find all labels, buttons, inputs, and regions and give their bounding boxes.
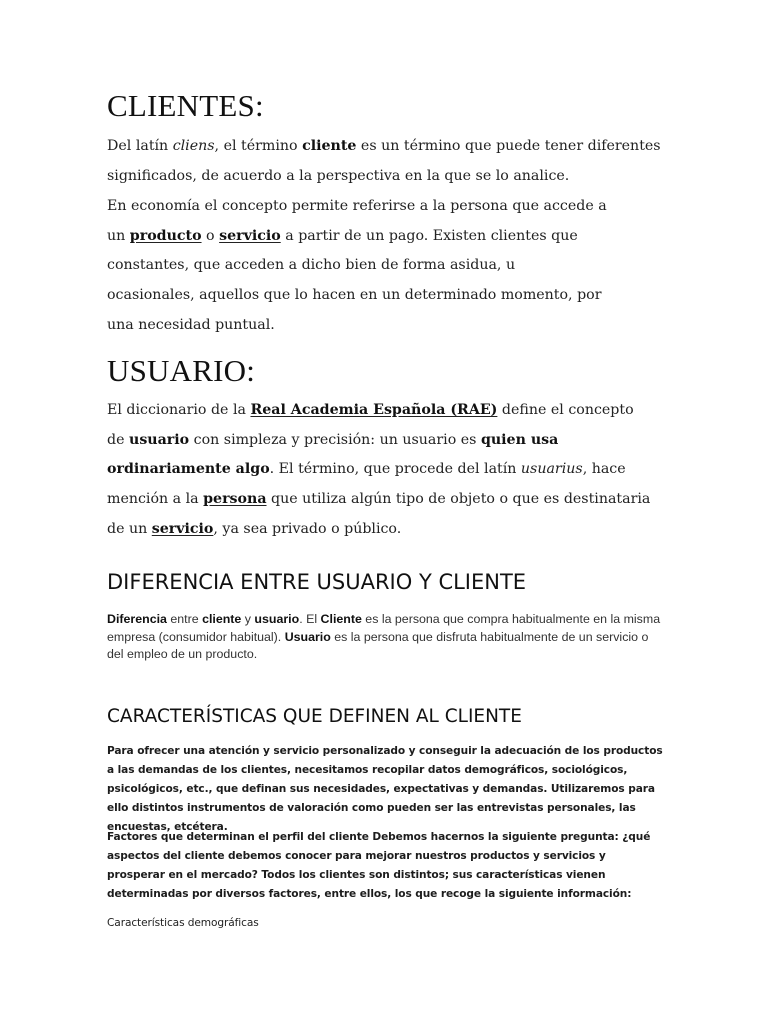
link-producto[interactable]: producto: [129, 227, 202, 244]
usuario-paragraph: El diccionario de la Real Academia Española (RAE) define el concepto de usuario con simpleza y precisión: un usuario es quien usa ordinariamente algo. El término, que procede del latín usuarius, hace mención a la persona que utiliza algún tipo de objeto o que es destinataria de un servicio, ya sea privado o público.: [107, 402, 651, 537]
link-servicio[interactable]: servicio: [219, 227, 281, 244]
link-persona[interactable]: persona: [203, 491, 267, 508]
term-usuario: usuario: [129, 431, 190, 448]
term-cliente: cliente: [302, 138, 357, 154]
diferencia-paragraph: Diferencia entre cliente y usuario. El Cliente es la persona que compra habitualmente en la misma empresa (consumidor habitual). Usuario es la persona que disfruta habitualmente de un servicio o del empleo de un producto.: [107, 612, 661, 661]
diferencia-heading: DIFERENCIA ENTRE USUARIO Y CLIENTE: [107, 570, 527, 594]
clientes-heading: CLIENTES:: [107, 88, 264, 123]
term-usuarius: usuarius: [520, 461, 583, 478]
link-rae[interactable]: Real Academia Española (RAE): [250, 402, 498, 418]
clientes-paragraph-1: Del latín cliens, el término cliente es un término que puede tener diferentes significados, de acuerdo a la perspectiva en la que se lo analice.: [107, 138, 661, 184]
caracteristicas-paragraph-1: Para ofrecer una atención y servicio personalizado y conseguir la adecuación de los productos a las demandas de los clientes, necesitamos recopilar datos demográficos, sociológicos, psicológicos, etc., que definan sus necesidades, expectativas y demandas. Utilizaremos para ello distintos instrumentos de valoración como pueden ser las entrevistas personales, las encuestas, etcétera.: [107, 745, 663, 833]
term-cliens: cliens: [172, 138, 215, 154]
caracteristicas-heading: CARACTERÍSTICAS QUE DEFINEN AL CLIENTE: [107, 706, 522, 727]
term-quien-usa: quien usa ordinariamente algo: [107, 431, 559, 478]
usuario-heading: USUARIO:: [107, 353, 256, 388]
link-servicio-2[interactable]: servicio: [151, 520, 214, 537]
caracteristicas-paragraph-2: Factores que determinan el perfil del cliente Debemos hacernos la siguiente pregunta: ¿qué aspectos del cliente debemos conocer para mejorar nuestros productos y servicios y prosperar en el mercado? Todos los clientes son distintos; sus características vienen determinadas por diversos factores, entre ellos, los que recoge la siguiente información:: [107, 831, 651, 900]
clientes-paragraph-2: En economía el concepto permite referirse a la persona que accede a un producto o servicio a partir de un pago. Existen clientes que constantes, que acceden a dicho bien de forma asidua, u ocasionales, aquellos que lo hacen en un determinado momento, por una necesidad puntual.: [107, 198, 607, 333]
caracteristicas-subheading: Características demográficas: [107, 917, 259, 929]
